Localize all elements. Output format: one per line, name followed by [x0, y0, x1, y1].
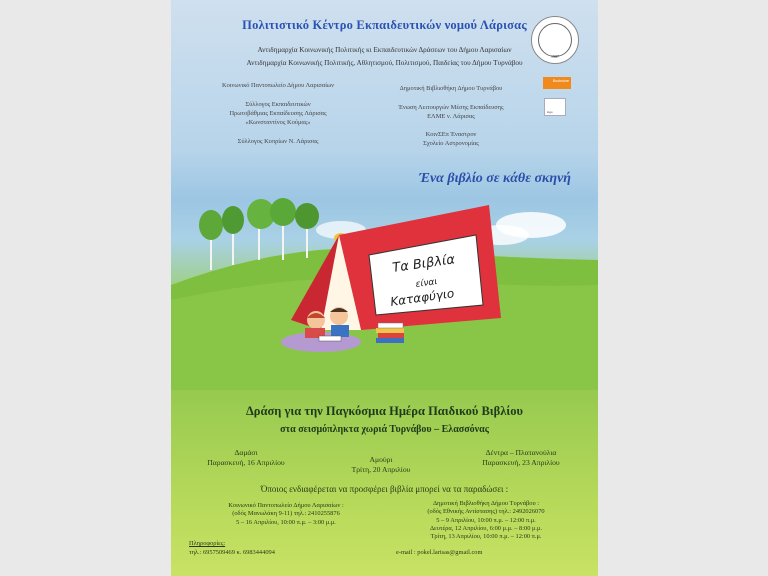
tent-sign-line-1: Τα Βιβλία [391, 252, 456, 276]
schedule-date: Παρασκευή, 16 Απριλίου [207, 457, 285, 467]
org-left-5: Σύλλογος Κυπρίων Ν. Λάρισας [237, 138, 319, 145]
org-left-2: Σύλλογος Εκπαιδευτικών [245, 101, 311, 108]
subtitle-line-1: Αντιδημαρχία Κοινωνικής Πολιτικής κι Εκπαιδευτικών Δράσεων του Δήμου Λαρισαίων [257, 46, 512, 54]
dropoff-left-line: 5 – 16 Απριλίου, 10:00 π.μ. – 3:00 μ.μ. [236, 518, 336, 526]
dropoff-right-line: (οδός Εθνικής Αντίστασης) τηλ.: 2492026070 [427, 508, 545, 516]
schedule-item-2 [316, 455, 446, 475]
dropoff-left-line: (οδός Μανωλάκη 9-11) τηλ.: 2410255876 [232, 510, 340, 518]
org-right-1: Δημοτική Βιβλιοθήκη Δήμου Τυρνάβου [399, 85, 503, 92]
schedule-place: Αμούρι [369, 455, 393, 464]
org-left-4: «Κωνσταντίνος Κούμας» [245, 119, 311, 126]
dropoff-left-line: Κοινωνικό Παντοπωλείο Δήμου Λαρισαίων : [228, 502, 344, 509]
org-right-4: ΚοινΣΕπ Έναστρον [425, 131, 477, 138]
offer-text: Όποιος ενδιαφέρεται να προσφέρει βιβλία μπορεί να τα παραδώσει : [260, 484, 509, 494]
poster [171, 0, 598, 576]
slogan: Ένα βιβλίο σε κάθε σκηνή [419, 171, 571, 186]
logo-year: 1987 [551, 54, 559, 59]
schedule-date: Παρασκευή, 23 Απριλίου [482, 457, 560, 467]
seal-logo-icon [531, 16, 579, 64]
poster-title: Πολιτιστικό Κέντρο Εκπαιδευτικών νομού Λάρισας [242, 18, 527, 32]
org-left-3: Πρωτοβάθμιας Εκπαίδευσης Λάρισας [229, 110, 327, 117]
seal-inner-ring [538, 23, 572, 57]
contact-phones: τηλ.: 6957509469 κ. 6983444094 [189, 549, 275, 556]
tent-illustration [171, 190, 598, 390]
contact-label: Πληροφορίες: [189, 540, 226, 547]
dropoff-right-line: Τρίτη, 13 Απριλίου, 10:00 π.μ. – 12:00 π.μ. [430, 533, 542, 541]
dropoff-right-line: Δευτέρα, 12 Απριλίου, 6:00 μ.μ. – 8:00 μ.μ. [429, 524, 543, 532]
subheadline: στα σεισμόπληκτα χωριά Τυρνάβου – Ελασσόνας [280, 424, 489, 435]
dropoff-right-line: 5 – 9 Απριλίου, 10:00 π.μ. – 12:00 π.μ. [436, 516, 536, 524]
headline: Δράση για την Παγκόσμια Ημέρα Παιδικού Βιβλίου [245, 404, 524, 418]
contact-email[interactable]: e-mail : pokel.larisas@gmail.com [396, 549, 483, 556]
schedule-place: Δαμάσι [234, 448, 258, 457]
schedule-item-3 [451, 448, 591, 468]
schedule-item-1 [186, 448, 306, 468]
org-left-1: Κοινωνικό Παντοπωλείο Δήμου Λαρισαίων [221, 82, 335, 89]
org-right-3: ΕΛΜΕ ν. Λάρισας [427, 113, 475, 120]
org-right-5: Σχολείο Αστρονομίας [423, 140, 479, 147]
subtitle-line-2: Αντιδημαρχία Κοινωνικής Πολιτικής, Αθλητισμού, Πολιτισμού, Παιδείας του Δήμου Τυρνάβου [246, 59, 523, 67]
dropoff-right [386, 500, 586, 542]
book-stack [376, 323, 404, 343]
tent-sign-line-2: είναι [415, 277, 439, 290]
org-right-2: Ένωση Λειτουργών Μέσης Εκπαίδευσης [398, 104, 504, 111]
tent-sign-line-3: Καταφύγιο [389, 286, 456, 309]
dropoff-right-line: Δημοτική Βιβλιοθήκη Δήμου Τυρνάβου : [432, 500, 540, 507]
sponsor-logo-orange: Bookstore [543, 77, 571, 89]
sponsor-logo-small: logo [544, 98, 566, 116]
dropoff-left [191, 502, 381, 527]
schedule-date: Τρίτη, 20 Απριλίου [351, 464, 411, 474]
schedule-place: Δέντρα – Πλατανούλια [485, 448, 557, 457]
